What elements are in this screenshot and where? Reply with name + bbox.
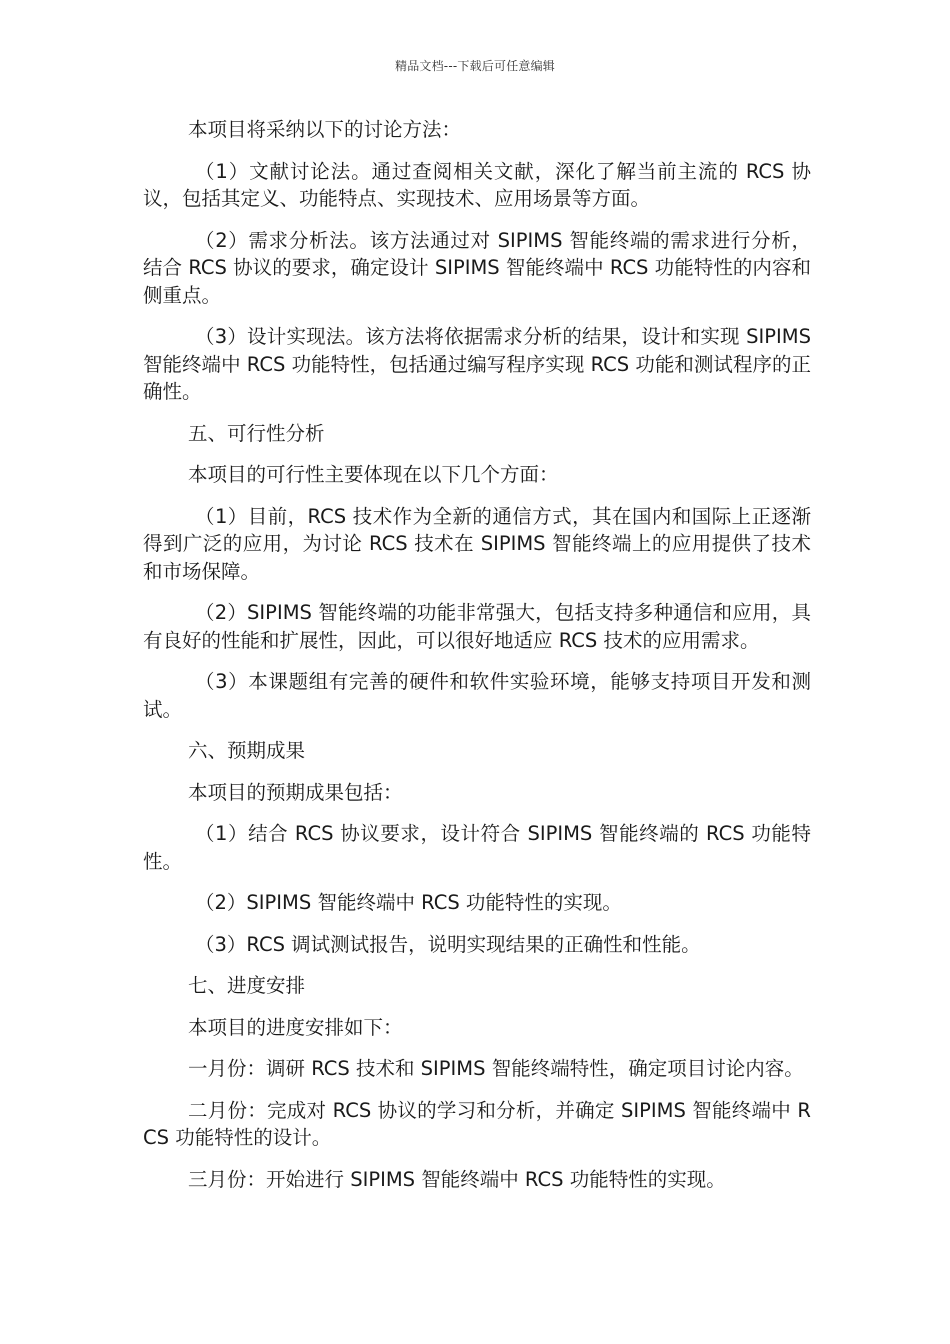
paragraph-result-2: （2）SIPIMS 智能终端中 RCS 功能特性的实现。 <box>195 891 622 914</box>
section-heading-schedule: 七、进度安排 <box>188 974 306 997</box>
paragraph-results-intro: 本项目的预期成果包括： <box>188 780 403 804</box>
paragraph-feasibility-intro: 本项目的可行性主要体现在以下几个方面： <box>188 463 559 486</box>
paragraph-method-1: （1）文献讨论法。通过查阅相关文献，深化了解当前主流的 RCS 协议，包括其定义、功能特点、实现技术、应用场景等方面。 <box>143 159 811 210</box>
paragraph-feasibility-2: （2）SIPIMS 智能终端的功能非常强大，包括支持多种通信和应用，具有良好的性能和扩展性，因此，可以很好地适应 RCS 技术的应用需求。 <box>143 601 811 652</box>
paragraph-result-1: （1）结合 RCS 协议要求，设计符合 SIPIMS 智能终端的 RCS 功能特性。 <box>143 822 811 873</box>
page-header: 精品文档---下载后可任意编辑 <box>395 59 555 73</box>
paragraph-schedule-intro: 本项目的进度安排如下： <box>188 1015 403 1039</box>
paragraph-schedule-february: 二月份：完成对 RCS 协议的学习和分析，并确定 SIPIMS 智能终端中 RCS 功能特性的设计。 <box>143 1098 811 1149</box>
paragraph-schedule-march: 三月份：开始进行 SIPIMS 智能终端中 RCS 功能特性的实现。 <box>188 1167 726 1191</box>
paragraph-schedule-january: 一月份：调研 RCS 技术和 SIPIMS 智能终端特性，确定项目讨论内容。 <box>188 1057 804 1080</box>
paragraph-feasibility-3: （3）本课题组有完善的硬件和软件实验环境，能够支持项目开发和测试。 <box>143 670 811 721</box>
section-heading-expected-results: 六、预期成果 <box>188 739 306 762</box>
section-heading-feasibility: 五、可行性分析 <box>188 421 325 445</box>
paragraph-feasibility-1: （1）目前，RCS 技术作为全新的通信方式，其在国内和国际上正逐渐得到广泛的应用，为讨论 RCS 技术在 SIPIMS 智能终端上的应用提供了技术和市场保障。 <box>143 504 811 583</box>
paragraph-methods-intro: 本项目将采纳以下的讨论方法： <box>188 118 462 141</box>
paragraph-method-3: （3）设计实现法。该方法将依据需求分析的结果，设计和实现 SIPIMS 智能终端中 RCS 功能特性，包括通过编写程序实现 RCS 功能和测试程序的正确性。 <box>143 325 811 403</box>
paragraph-result-3: （3）RCS 调试测试报告，说明实现结果的正确性和性能。 <box>195 932 701 956</box>
document-body <box>143 116 811 1207</box>
paragraph-method-2: （2）需求分析法。该方法通过对 SIPIMS 智能终端的需求进行分析，结合 RCS 协议的要求，确定设计 SIPIMS 智能终端中 RCS 功能特性的内容和侧重点。 <box>143 228 811 307</box>
